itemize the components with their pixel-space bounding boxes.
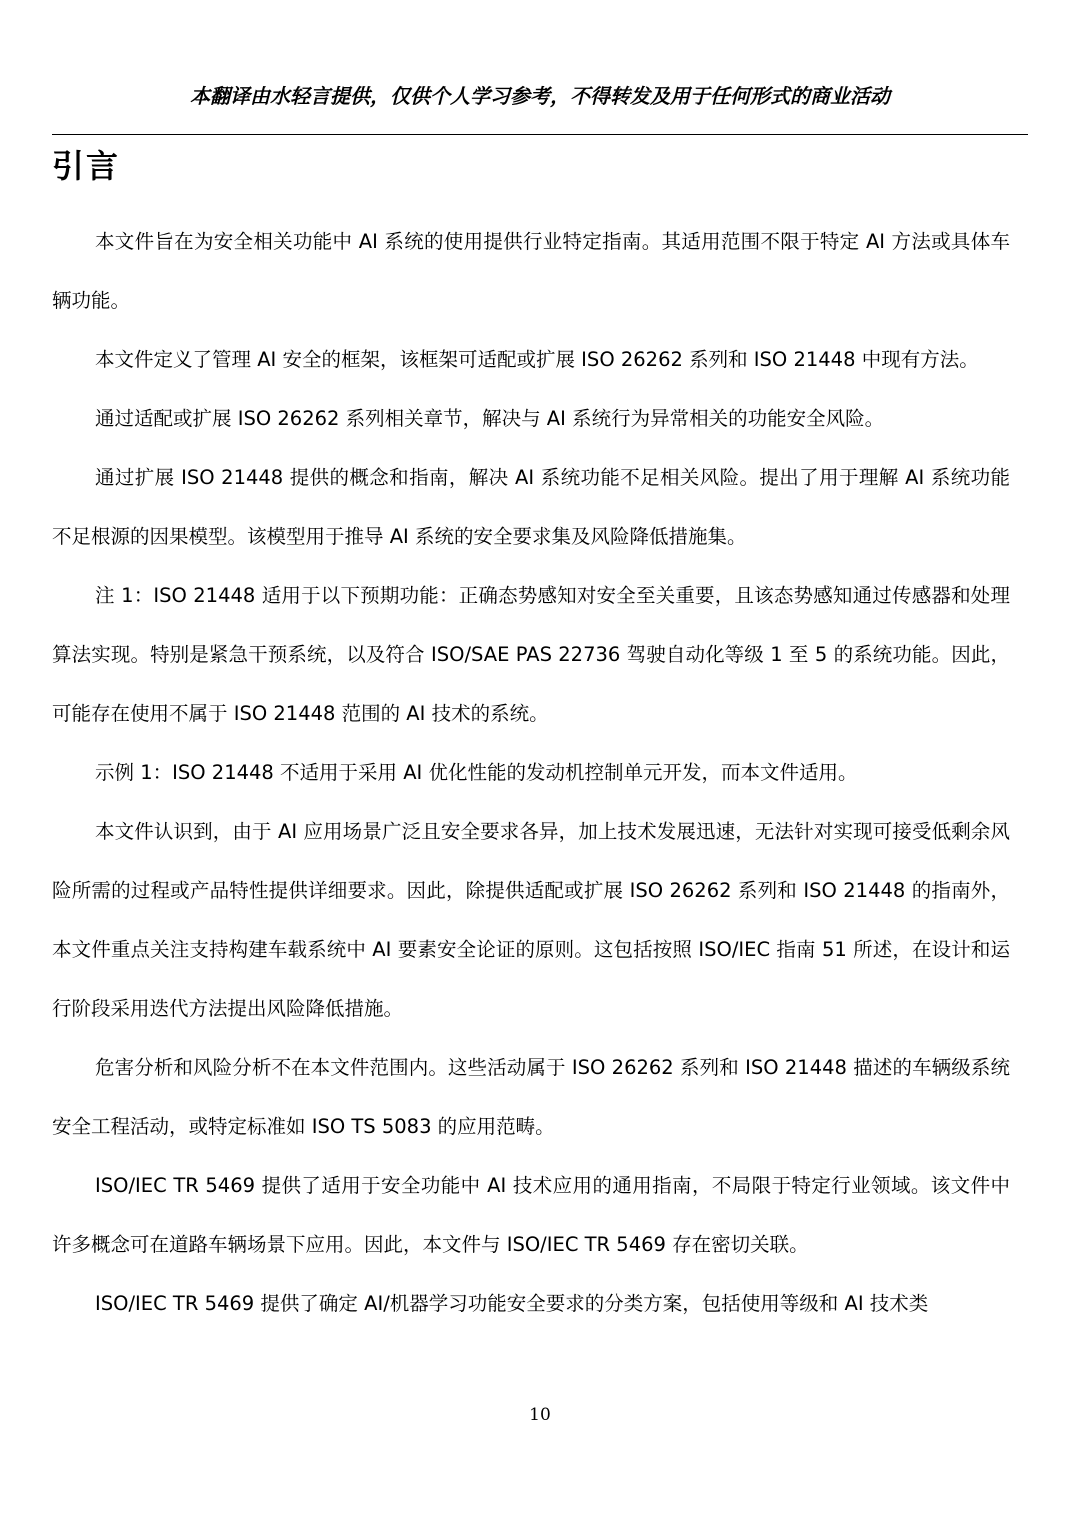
body-text	[52, 212, 1010, 1333]
paragraph-functional-insufficiency: 通过扩展 ISO 21448 提供的概念和指南，解决 AI 系统功能不足相关风险。提出了用于理解 AI 系统功能不足根源的因果模型。该模型用于推导 AI 系统的安全要求集及风险降低措施集。	[52, 466, 1010, 548]
paragraph-hazard-analysis: 危害分析和风险分析不在本文件范围内。这些活动属于 ISO 26262 系列和 ISO 21448 描述的车辆级系统安全工程活动，或特定标准如 ISO TS 5083 的应用范畴。	[52, 1056, 1010, 1138]
paragraph-functional-safety: 通过适配或扩展 ISO 26262 系列相关章节，解决与 AI 系统行为异常相关的功能安全风险。	[95, 407, 885, 430]
paragraph-note-1: 注 1：ISO 21448 适用于以下预期功能：正确态势感知对安全至关重要，且该态势感知通过传感器和处理算法实现。特别是紧急干预系统，以及符合 ISO/SAE PAS 22736 驾驶自动化等级 1 至 5 的系统功能。因此，可能存在使用不属于 ISO 21448 范围的 AI 技术的系统。	[52, 584, 1010, 725]
paragraph-framework: 本文件定义了管理 AI 安全的框架，该框架可适配或扩展 ISO 26262 系列和 ISO 21448 中现有方法。	[95, 348, 979, 371]
paragraph-scope: 本文件旨在为安全相关功能中 AI 系统的使用提供行业特定指南。其适用范围不限于特定 AI 方法或具体车辆功能。	[52, 230, 1010, 312]
paragraph-example-1: 示例 1：ISO 21448 不适用于采用 AI 优化性能的发动机控制单元开发，而本文件适用。	[95, 761, 858, 784]
paragraph-tr5469-classification: ISO/IEC TR 5469 提供了确定 AI/机器学习功能安全要求的分类方案，包括使用等级和 AI 技术类	[95, 1292, 929, 1315]
section-title: 引言	[52, 147, 121, 185]
translation-disclaimer-header: 本翻译由水轻言提供，仅供个人学习参考，不得转发及用于任何形式的商业活动	[190, 84, 890, 108]
paragraph-principles: 本文件认识到，由于 AI 应用场景广泛且安全要求各异，加上技术发展迅速，无法针对实现可接受低剩余风险所需的过程或产品特性提供详细要求。因此，除提供适配或扩展 ISO 26262 系列和 ISO 21448 的指南外，本文件重点关注支持构建车载系统中 AI 要素安全论证的原则。这包括按照 ISO/IEC 指南 51 所述，在设计和运行阶段采用迭代方法提出风险降低措施。	[52, 820, 1010, 1020]
page-number: 10	[529, 1405, 551, 1425]
paragraph-tr5469-guidance: ISO/IEC TR 5469 提供了适用于安全功能中 AI 技术应用的通用指南，不局限于特定行业领域。该文件中许多概念可在道路车辆场景下应用。因此，本文件与 ISO/IEC TR 5469 存在密切关联。	[52, 1174, 1010, 1256]
header-divider	[52, 134, 1028, 135]
